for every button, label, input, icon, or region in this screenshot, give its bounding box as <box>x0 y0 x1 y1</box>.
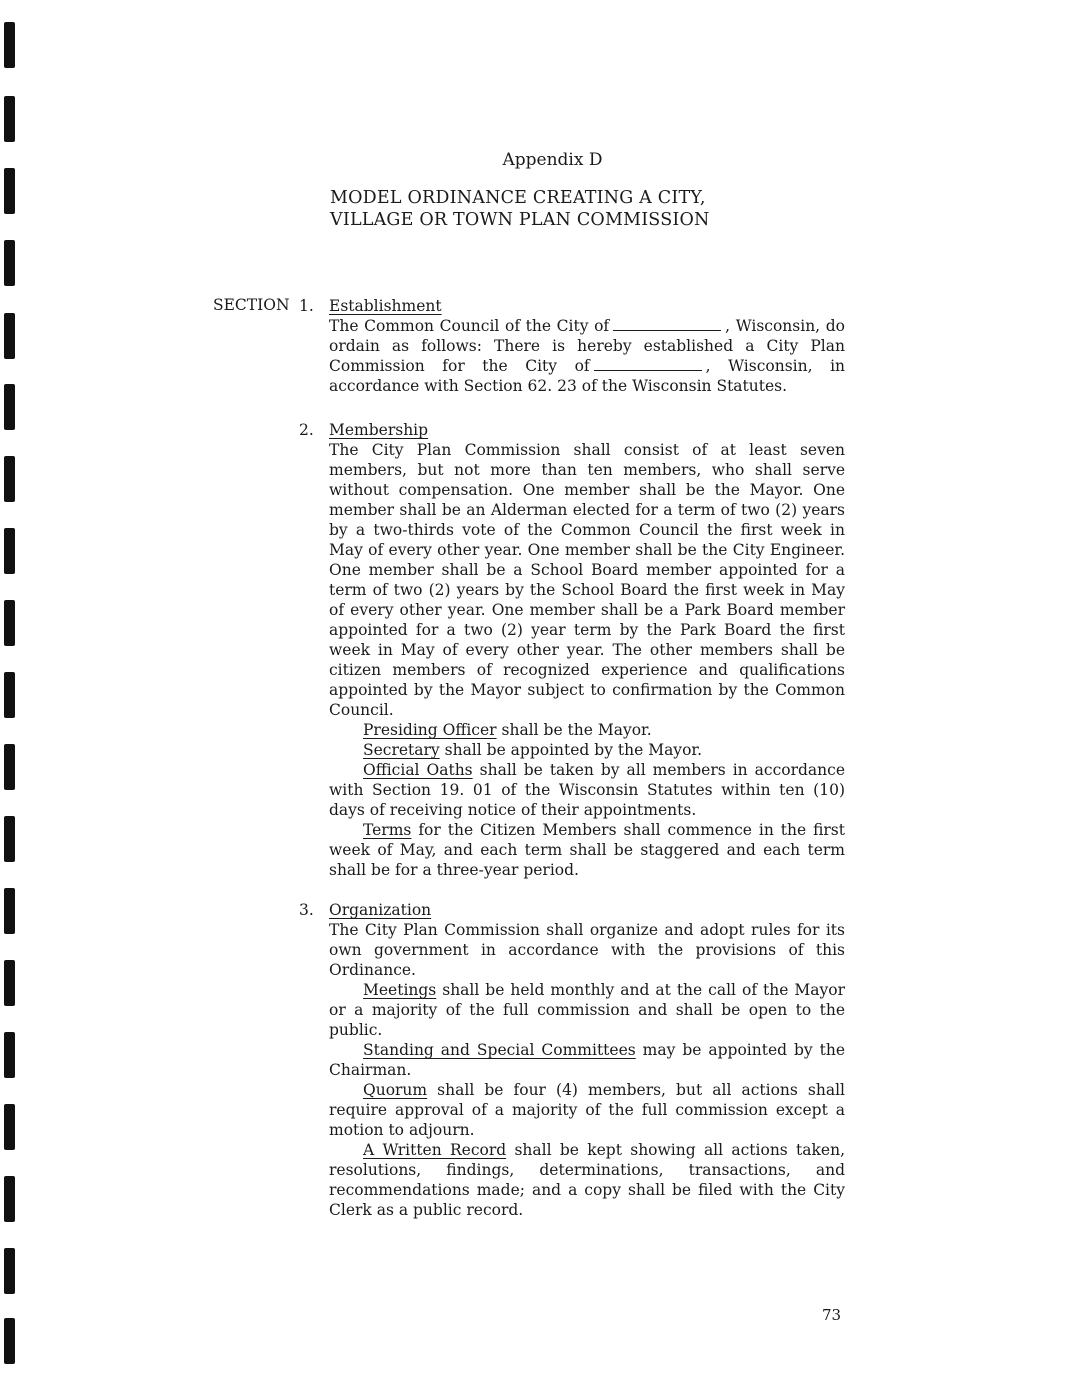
page-number: 73 <box>822 1306 842 1324</box>
binding-mark <box>4 528 15 574</box>
section-number: 1. <box>299 297 314 315</box>
blank-line <box>613 320 721 331</box>
binding-mark <box>4 816 15 862</box>
title-line-1: MODEL ORDINANCE CREATING A CITY, <box>330 188 706 208</box>
appendix-label: Appendix D <box>502 150 603 170</box>
binding-mark <box>4 1248 15 1294</box>
section-text: The City Plan Commission shall organize and adopt rules for its own government in accordance with the provisions of this Ordinance. <box>329 921 845 979</box>
paragraph-written-record <box>329 1140 845 1220</box>
paragraph-secretary <box>329 740 845 760</box>
paragraph-text: shall be taken by all members in accordance with Section 19. 01 of the Wisconsin Statutes within ten (10) days of receiving notice of their appointments. <box>329 761 845 819</box>
title-line-2: VILLAGE OR TOWN PLAN COMMISSION <box>330 210 710 230</box>
blank-line <box>594 360 702 371</box>
binding-mark <box>4 313 15 359</box>
text-part: , Wisconsin, in accordance with Section 62. 23 of the Wisconsin Statutes. <box>329 357 846 395</box>
binding-marks <box>4 0 18 1380</box>
binding-mark <box>4 888 15 934</box>
paragraph-text: for the Citizen Members shall commence in the first week of May, and each term shall be staggered and each term shall be for a three-year period. <box>329 821 845 879</box>
binding-mark <box>4 384 15 430</box>
binding-mark <box>4 600 15 646</box>
binding-mark <box>4 672 15 718</box>
section-number: 2. <box>299 421 314 439</box>
binding-mark <box>4 744 15 790</box>
term: A Written Record <box>363 1141 507 1159</box>
binding-mark <box>4 1104 15 1150</box>
paragraph-text: shall be four (4) members, but all actions shall require approval of a majority of the full commission except a motion to adjourn. <box>329 1081 845 1139</box>
section-heading: Membership <box>329 421 429 439</box>
binding-mark <box>4 240 15 286</box>
section-organization <box>299 900 859 1220</box>
binding-mark <box>4 1032 15 1078</box>
section-text <box>329 316 845 396</box>
paragraph-committees <box>329 1040 845 1080</box>
binding-mark <box>4 456 15 502</box>
paragraph-official-oaths <box>329 760 845 820</box>
section-label: SECTION <box>213 296 290 314</box>
paragraph-quorum <box>329 1080 845 1140</box>
section-heading: Organization <box>329 901 432 919</box>
term: Standing and Special Committees <box>363 1041 636 1059</box>
term: Official Oaths <box>363 761 473 779</box>
binding-mark <box>4 1176 15 1222</box>
binding-mark <box>4 22 15 68</box>
document-title <box>330 187 750 231</box>
section-establishment <box>299 296 859 396</box>
paragraph-text: shall be the Mayor. <box>496 721 652 739</box>
binding-mark <box>4 1318 15 1364</box>
binding-mark <box>4 960 15 1006</box>
binding-mark <box>4 168 15 214</box>
text-part: The Common Council of the City of <box>329 317 610 335</box>
paragraph-presiding-officer <box>329 720 845 740</box>
section-membership <box>299 420 859 880</box>
term: Secretary <box>363 741 440 759</box>
term: Terms <box>363 821 412 839</box>
binding-mark <box>4 96 15 142</box>
paragraph-text: shall be kept showing all actions taken, resolutions, findings, determinations, transactions, and recommendations made; and a copy shall be filed with the City Clerk as a public record. <box>329 1141 845 1219</box>
paragraph-meetings <box>329 980 845 1040</box>
paragraph-terms <box>329 820 845 880</box>
paragraph-text: may be appointed by the Chairman. <box>329 1041 846 1079</box>
term: Meetings <box>363 981 437 999</box>
section-text: The City Plan Commission shall consist of at least seven members, but not more than ten members, who shall serve without compensation. One member shall be the Mayor. One member shall be an Alderman elected for a term of two (2) years by a two-thirds vote of the Common Council the first week in May of every other year. One member shall be the City Engineer. One member shall be a School Board member appointed for a term of two (2) years by the School Board the first week in May of every other year. One member shall be a Park Board member appointed for a two (2) year term by the Park Board the first week in May of every other year. The other members shall be citizen members of recognized experience and qualifications appointed by the Mayor subject to confirmation by the Common Council. <box>329 441 845 719</box>
paragraph-text: shall be held monthly and at the call of the Mayor or a majority of the full commission and shall be open to the public. <box>329 981 845 1039</box>
text-part: , Wisconsin, do ordain as follows: There is hereby established a City Plan Commission for the City of <box>329 317 845 375</box>
term: Presiding Officer <box>363 721 497 739</box>
section-heading: Establishment <box>329 297 442 315</box>
paragraph-text: shall be appointed by the Mayor. <box>439 741 703 759</box>
section-number: 3. <box>299 901 314 919</box>
term: Quorum <box>363 1081 428 1099</box>
